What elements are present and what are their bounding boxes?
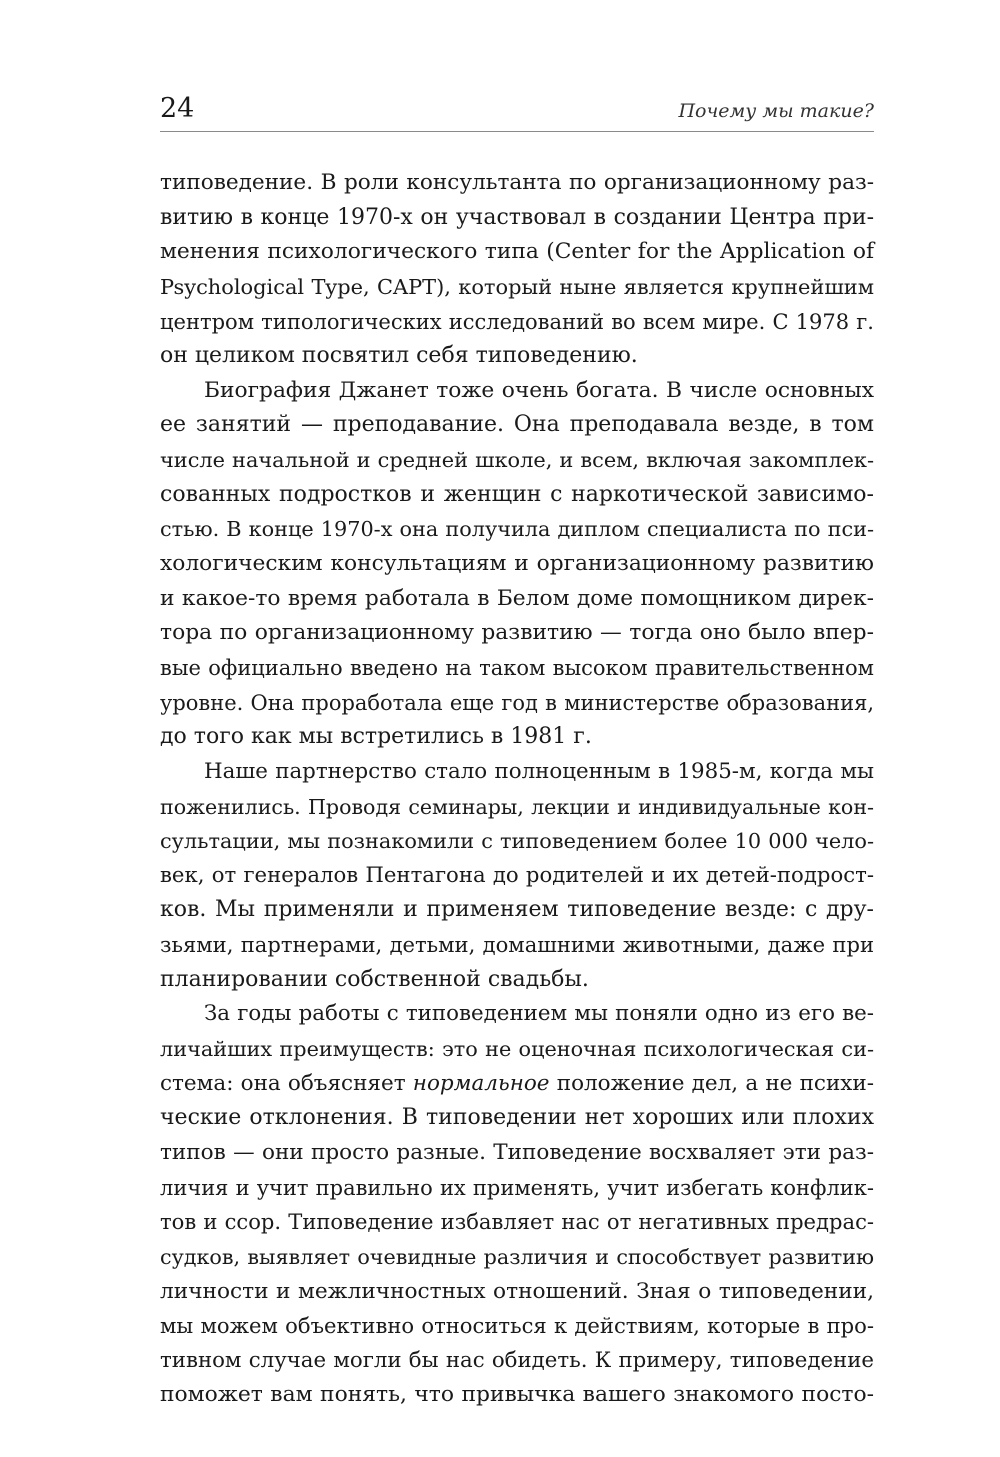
text-line: тивном случае могли бы нас обидеть. К примеру, типоведение [160, 1347, 874, 1373]
running-head: Почему мы такие? [678, 100, 874, 122]
text-line: типов — они просто разные. Типоведение восхваляет эти раз- [160, 1139, 874, 1165]
text-line: уровне. Она проработала еще год в министерстве образования, [160, 690, 874, 715]
text-line: ков. Мы применяли и применяем типоведение везде: с дру- [160, 897, 874, 923]
text-line: личайших преимуществ: это не оценочная психологическая си- [160, 1037, 874, 1062]
text-line: век, от генералов Пентагона до родителей и их детей-подрост- [160, 862, 874, 888]
text-line: Наше партнерство стало полноценным в 1985-м, когда мы [204, 758, 874, 784]
text-line: до того как мы встретились в 1981 г. [160, 724, 592, 750]
text-line: тора по организационному развитию — тогда оно было впер- [160, 620, 874, 646]
page-header [160, 92, 874, 132]
text-line: и какое-то время работала в Белом доме помощником дирек- [160, 585, 874, 611]
text-line: сованных подростков и женщин с наркотической зависимо- [160, 481, 874, 507]
text-line: Psychological Type, CAPT), который ныне является крупнейшим [160, 274, 874, 299]
body-text [160, 166, 874, 1413]
text-line: вые официально введено на таком высоком правительственном [160, 655, 874, 680]
text-line: мы можем объективно относиться к действиям, которые в про- [160, 1313, 874, 1339]
text-line: личности и межличностных отношений. Зная о типоведении, [160, 1278, 874, 1304]
text-line: витию в конце 1970-х он участвовал в создании Центра при- [160, 204, 874, 230]
text-line: зьями, партнерами, детьми, домашними животными, даже при [160, 932, 874, 958]
emphasized-word: нормальное [412, 1070, 550, 1096]
text-line: планировании собственной свадьбы. [160, 966, 589, 992]
text-line: поможет вам понять, что привычка вашего знакомого посто- [160, 1382, 874, 1408]
page-number: 24 [160, 93, 195, 124]
text-line: поженились. Проводя семинары, лекции и индивидуальные кон- [160, 794, 874, 819]
text-line: Биография Джанет тоже очень богата. В числе основных [204, 377, 874, 403]
text-line: числе начальной и средней школе, и всем, включая закомплек- [160, 448, 874, 473]
text-line: судков, выявляет очевидные различия и способствует развитию [160, 1244, 874, 1269]
text-line: За годы работы с типоведением мы поняли одно из его ве- [204, 1001, 874, 1027]
text-line: центром типологических исследований во всем мире. С 1978 г. [160, 308, 874, 334]
text-line: тов и ссор. Типоведение избавляет нас от негативных предрас- [160, 1209, 874, 1235]
header-rule [160, 131, 874, 132]
text-line: ее занятий — преподавание. Она преподавала везде, в том [160, 412, 874, 438]
text-line: он целиком посвятил себя типоведению. [160, 343, 638, 369]
text-line: типоведение. В роли консультанта по организационному раз- [160, 170, 874, 195]
text-line: стема: она объясняет нормальное положение дел, а не психи- [160, 1070, 874, 1096]
text-line: личия и учит правильно их применять, учит избегать конфлик- [160, 1175, 874, 1200]
text-line: ческие отклонения. В типоведении нет хороших или плохих [160, 1105, 874, 1131]
text-line: сультации, мы познакомили с типоведением более 10 000 чело- [160, 829, 874, 854]
text-line: хологическим консультациям и организационному развитию [160, 551, 874, 577]
text-line: менения психологического типа (Center for the Application of [160, 239, 874, 265]
text-line: стью. В конце 1970-х она получила диплом специалиста по пси- [160, 517, 874, 542]
